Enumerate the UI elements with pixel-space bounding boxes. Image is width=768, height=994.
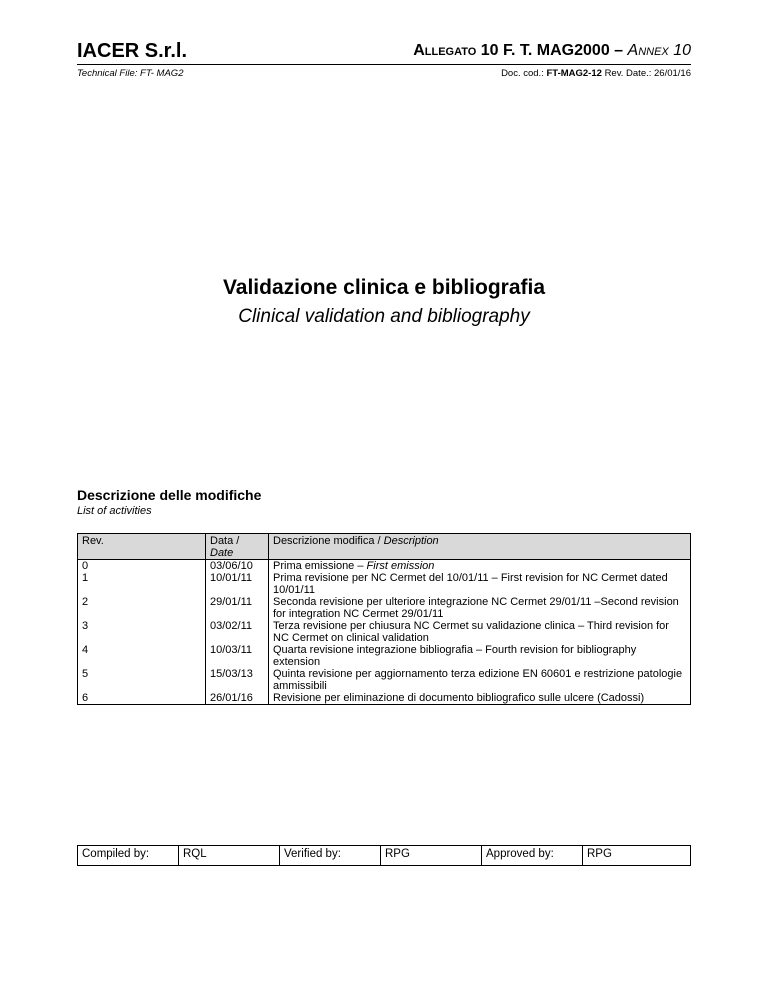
annex-en: Annex 10: [627, 42, 691, 59]
document-title: Validazione clinica e bibliografia: [222, 276, 546, 299]
approved-by-value: RPG: [583, 846, 691, 866]
row-description: Quarta revisione integrazione bibliografia – Fourth revision for bibliography extension: [269, 644, 691, 668]
company-name: IACER S.r.l.: [77, 40, 188, 62]
compiled-by-label: Compiled by:: [78, 846, 179, 866]
document-code: [501, 68, 691, 79]
row-rev: 1: [78, 572, 206, 596]
rev-date: Rev. Date.: 26/01/16: [604, 68, 691, 79]
doc-code-label: Doc. cod.:: [501, 68, 544, 79]
row-description: Revisione per eliminazione di documento bibliografico sulle ulcere (Cadossi): [269, 692, 691, 705]
verified-by-label: Verified by:: [280, 846, 381, 866]
revision-table: [77, 533, 691, 705]
table-row: [78, 596, 691, 620]
col-desc-en: Description: [383, 535, 439, 547]
row-description: Terza revisione per chiusura NC Cermet su validazione clinica – Third revision for NC Cermet on clinical validation: [269, 620, 691, 644]
header-divider: [77, 64, 691, 65]
changes-subheading: List of activities: [77, 505, 152, 517]
verified-by-value: RPG: [381, 846, 482, 866]
doc-code-value: FT-MAG2-12: [546, 68, 602, 79]
row-description: Seconda revisione per ulteriore integrazione NC Cermet 29/01/11 –Second revision for integration NC Cermet 29/01/11: [269, 596, 691, 620]
row-desc-it: Prima emissione –: [273, 560, 367, 572]
technical-file-label: Technical File: FT- MAG2: [77, 68, 184, 79]
row-description: Prima revisione per NC Cermet del 10/01/11 – First revision for NC Cermet dated 10/01/11: [269, 572, 691, 596]
document-subtitle: Clinical validation and bibliography: [238, 306, 530, 327]
row-desc-en: First emission: [366, 560, 435, 572]
table-row: [78, 668, 691, 692]
row-date: 15/03/13: [206, 668, 269, 692]
row-description: Quinta revisione per aggiornamento terza edizione EN 60601 e restrizione patologie ammissibili: [269, 668, 691, 692]
row-rev: 5: [78, 668, 206, 692]
row-date: 03/02/11: [206, 620, 269, 644]
col-rev: Rev.: [78, 534, 206, 560]
col-description: [269, 534, 691, 560]
approved-by-label: Approved by:: [482, 846, 583, 866]
col-date: [206, 534, 269, 560]
table-row: [78, 560, 691, 573]
col-date-en: Date: [210, 547, 234, 559]
annex-title: [413, 42, 691, 60]
row-rev: 0: [78, 560, 206, 573]
compiled-by-value: RQL: [179, 846, 280, 866]
annex-prefix: Allegato: [413, 42, 477, 59]
col-desc-it: Descrizione modifica /: [273, 535, 384, 547]
row-rev: 6: [78, 692, 206, 705]
signoff-table: [77, 845, 691, 866]
row-rev: 2: [78, 596, 206, 620]
signoff-row: [78, 846, 691, 866]
row-description: [269, 560, 691, 573]
row-date: 10/01/11: [206, 572, 269, 596]
revision-table-header: [78, 534, 691, 560]
row-rev: 4: [78, 644, 206, 668]
annex-main: 10 F. T. MAG2000 –: [480, 42, 624, 59]
row-date: 26/01/16: [206, 692, 269, 705]
row-date: 10/03/11: [206, 644, 269, 668]
row-date: 03/06/10: [206, 560, 269, 573]
row-rev: 3: [78, 620, 206, 644]
col-date-it: Data /: [210, 535, 240, 547]
changes-heading: Descrizione delle modifiche: [77, 487, 262, 503]
table-row: [78, 572, 691, 596]
table-row: [78, 692, 691, 705]
table-row: [78, 620, 691, 644]
table-row: [78, 644, 691, 668]
row-date: 29/01/11: [206, 596, 269, 620]
